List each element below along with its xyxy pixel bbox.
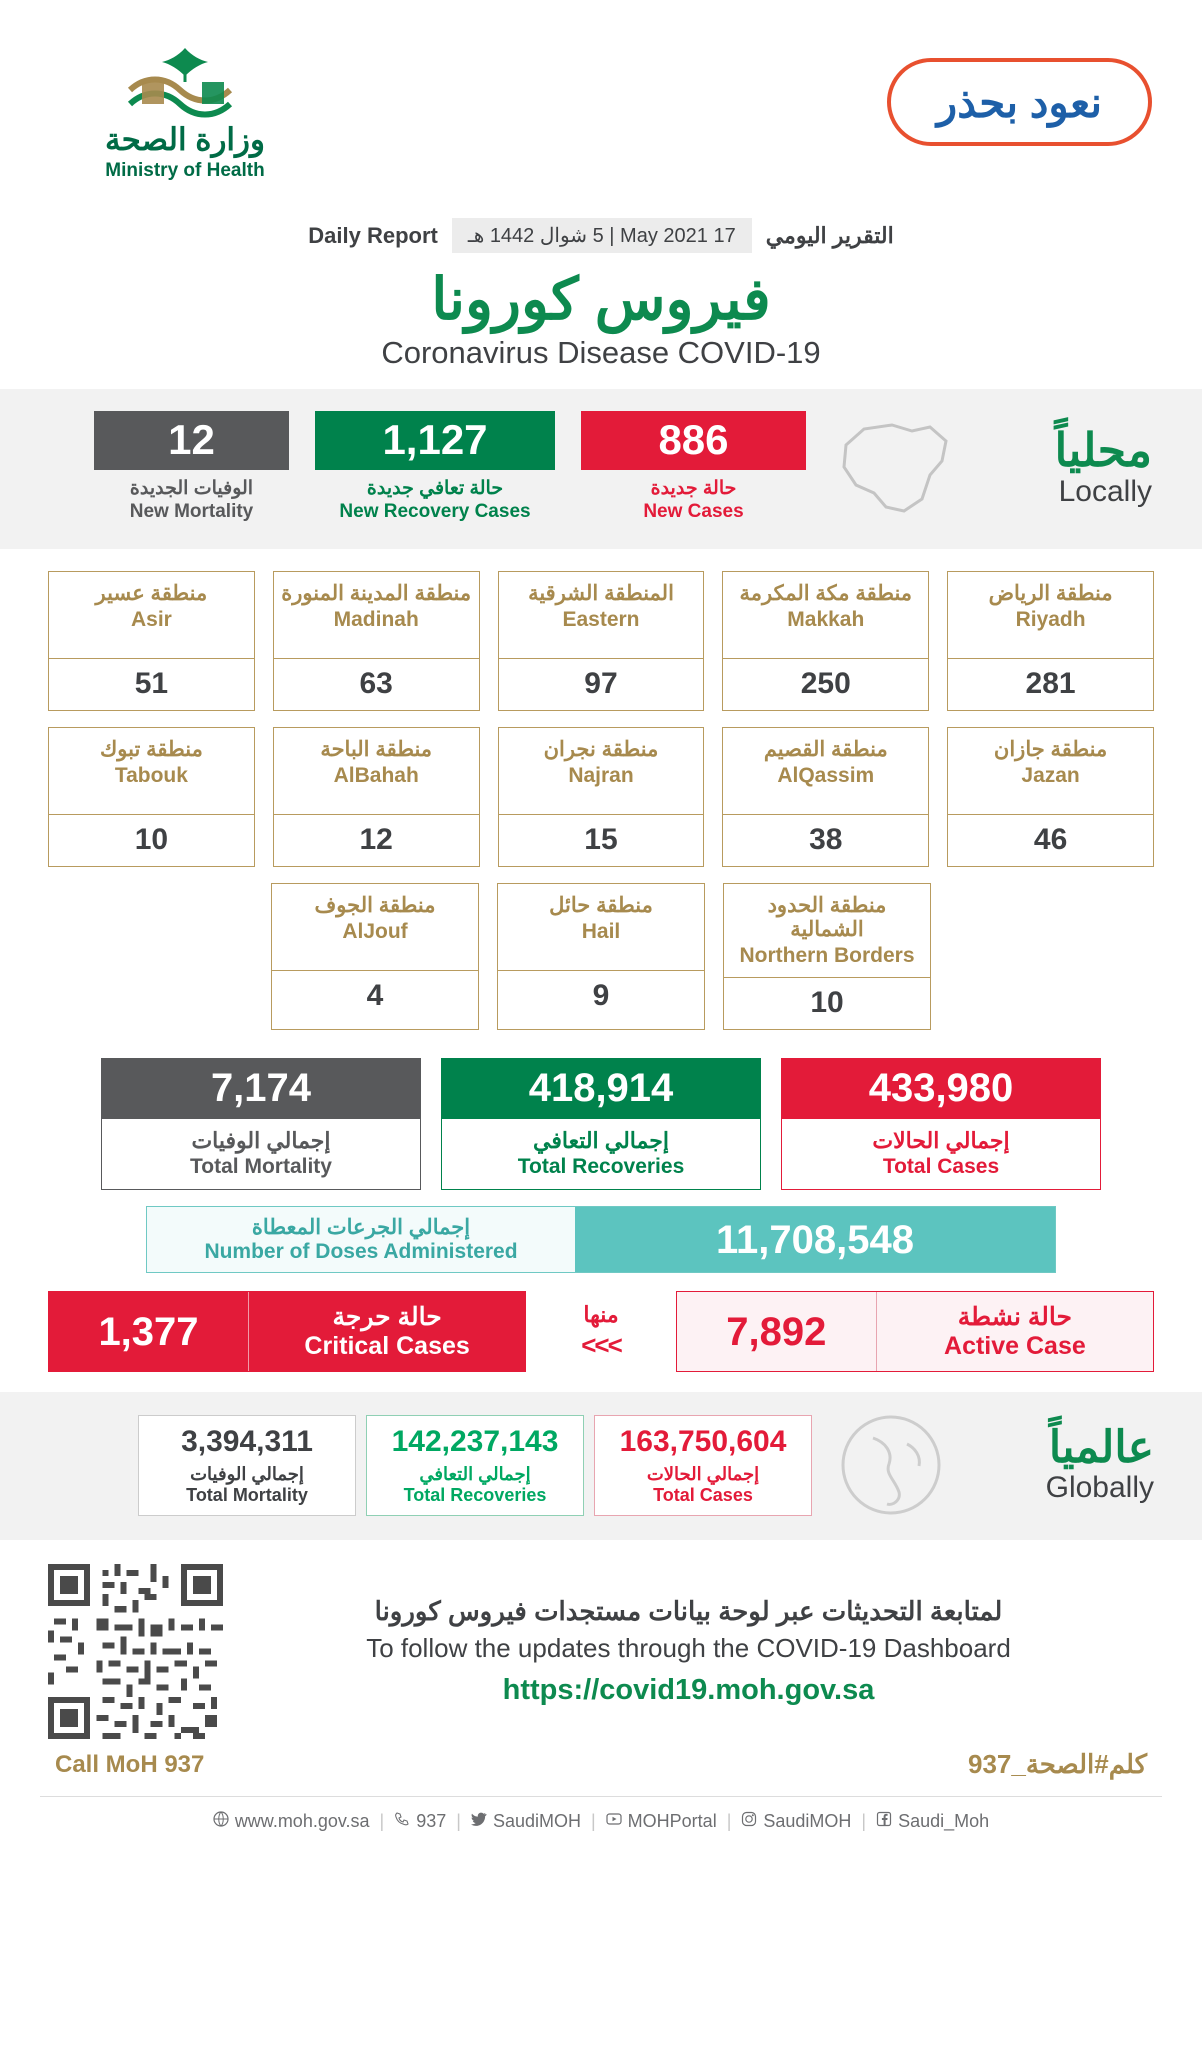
- globally-heading-ar: عالمياً: [1048, 1423, 1154, 1473]
- totals-row: [0, 1046, 1202, 1190]
- region-value: 281: [948, 658, 1153, 710]
- region-name-en: Northern Borders: [739, 944, 915, 968]
- region-card: [48, 571, 255, 711]
- instagram-icon: [741, 1811, 757, 1832]
- region-name-ar: منطقة جازان: [993, 738, 1108, 761]
- new-recovery-value: 1,127: [315, 411, 555, 470]
- social-item-phone[interactable]: [394, 1811, 446, 1832]
- of-which-indicator: [546, 1302, 656, 1361]
- regions-grid: [0, 549, 1202, 1030]
- new-recovery-label-en: New Recovery Cases: [339, 501, 531, 522]
- total-recoveries-value: 418,914: [442, 1059, 760, 1119]
- social-bar: [40, 1796, 1162, 1850]
- region-name-ar: منطقة تبوك: [99, 738, 203, 761]
- active-critical-row: [0, 1273, 1202, 1372]
- region-value: 250: [723, 658, 928, 710]
- region-name-en: AlJouf: [342, 920, 408, 944]
- doses-labels: [147, 1207, 575, 1272]
- social-label: Saudi_Moh: [898, 1811, 990, 1832]
- region-name-ar: منطقة مكة المكرمة: [739, 582, 913, 605]
- new-cases-value: 886: [581, 411, 806, 470]
- region-value: 12: [274, 814, 479, 866]
- new-mortality-label-ar: الوفيات الجديدة: [129, 478, 254, 499]
- globally-section: [0, 1392, 1202, 1540]
- doses-label-ar: إجمالي الجرعات المعطاة: [251, 1216, 471, 1240]
- region-card: [722, 571, 929, 711]
- youtube-icon: [606, 1811, 622, 1832]
- social-label: SaudiMOH: [492, 1811, 581, 1832]
- active-cases-label-ar: حالة نشطة: [957, 1303, 1072, 1332]
- region-name-ar: منطقة عسير: [95, 582, 208, 605]
- critical-cases-value: 1,377: [49, 1292, 249, 1371]
- region-name-en: Tabouk: [114, 764, 188, 788]
- region-name-ar: منطقة الرياض: [988, 582, 1113, 605]
- social-item-youtube[interactable]: [606, 1811, 717, 1832]
- new-cases-stat: [581, 411, 806, 523]
- region-value: 51: [49, 658, 254, 710]
- region-card: [498, 571, 705, 711]
- divider: |: [456, 1811, 461, 1832]
- region-card: [273, 727, 480, 867]
- total-mortality-label-ar: إجمالي الوفيات: [191, 1128, 331, 1154]
- region-value: 63: [274, 658, 479, 710]
- global-cases-label-ar: إجمالي الحالات: [646, 1463, 760, 1484]
- region-card: [947, 727, 1154, 867]
- locally-heading-en: Locally: [1058, 474, 1152, 508]
- global-mortality-card: [138, 1415, 356, 1516]
- total-cases-label-ar: إجمالي الحالات: [872, 1128, 1010, 1154]
- global-mortality-value: 3,394,311: [181, 1424, 313, 1458]
- locally-heading: [982, 426, 1152, 507]
- region-name-en: Hail: [581, 920, 621, 944]
- region-name-en: Asir: [130, 608, 172, 632]
- global-cases-value: 163,750,604: [619, 1424, 787, 1458]
- campaign-label: نعود بحذر: [936, 78, 1103, 126]
- region-name-ar: منطقة القصيم: [763, 738, 888, 761]
- saudi-map-icon: [834, 415, 954, 520]
- region-name-en: AlQassim: [777, 764, 875, 788]
- report-label-ar: التقرير اليومي: [765, 222, 894, 248]
- follow-label-en: To follow the updates through the COVID-19 Dashboard: [366, 1633, 1011, 1664]
- moh-logo: [55, 42, 315, 182]
- region-value: 97: [499, 658, 704, 710]
- region-card: [271, 883, 479, 1030]
- social-label: 937: [416, 1811, 447, 1832]
- call-moh-label: Call MoH 937: [55, 1750, 205, 1778]
- globally-heading-en: Globally: [1045, 1471, 1154, 1505]
- region-value: 4: [272, 970, 478, 1022]
- total-recoveries-label-en: Total Recoveries: [517, 1155, 685, 1179]
- campaign-badge: [887, 58, 1152, 146]
- arrows-icon: <<<: [581, 1330, 621, 1361]
- report-date: 17 May 2021 | ‏5 شوال 1442 هـ: [452, 218, 752, 253]
- region-card: [273, 571, 480, 711]
- region-value: 15: [499, 814, 704, 866]
- doses-card: [146, 1206, 1056, 1273]
- social-label: MOHPortal: [627, 1811, 717, 1832]
- total-cases-value: 433,980: [782, 1059, 1100, 1119]
- footer-text: [223, 1596, 1154, 1707]
- total-recoveries-label-ar: إجمالي التعافي: [533, 1128, 669, 1154]
- total-cases-label-en: Total Cases: [882, 1155, 1000, 1179]
- doses-label-en: Number of Doses Administered: [204, 1240, 518, 1264]
- active-cases-value: 7,892: [677, 1292, 877, 1371]
- contact-row: [0, 1739, 1202, 1780]
- ministry-name-en: Ministry of Health: [105, 160, 265, 181]
- report-label-en: Daily Report: [308, 222, 438, 248]
- new-recovery-label-ar: حالة تعافي جديدة: [366, 478, 504, 499]
- region-name-en: Eastern: [562, 608, 640, 632]
- region-card: [497, 883, 705, 1030]
- new-mortality-stat: [94, 411, 289, 523]
- region-name-en: Jazan: [1021, 764, 1080, 788]
- critical-cases-label-en: Critical Cases: [304, 1332, 470, 1361]
- divider: |: [590, 1811, 596, 1832]
- region-value: 46: [948, 814, 1153, 866]
- regions-row-3: [48, 883, 1154, 1030]
- footer-section: [0, 1540, 1202, 1739]
- social-item-instagram[interactable]: [741, 1811, 851, 1832]
- doses-section: [0, 1190, 1202, 1273]
- twitter-icon: [471, 1811, 487, 1832]
- page-title-ar: فيروس كورونا: [431, 267, 771, 332]
- global-mortality-label-en: Total Mortality: [186, 1484, 308, 1505]
- new-mortality-value: 12: [94, 411, 289, 470]
- regions-row-1: [48, 571, 1154, 711]
- region-value: 38: [723, 814, 928, 866]
- total-mortality-label-en: Total Mortality: [190, 1155, 332, 1179]
- social-item-website[interactable]: [213, 1811, 370, 1832]
- of-which-label: منها: [583, 1302, 619, 1328]
- active-cases-labels: [877, 1292, 1153, 1371]
- global-recoveries-value: 142,237,143: [391, 1424, 559, 1458]
- region-name-en: Makkah: [787, 608, 865, 632]
- region-name-en: Najran: [568, 764, 634, 788]
- new-recovery-stat: [315, 411, 555, 523]
- social-label: SaudiMOH: [763, 1811, 852, 1832]
- globe-icon: [833, 1410, 953, 1520]
- locally-section: [0, 389, 1202, 549]
- globally-heading: [969, 1425, 1154, 1505]
- moh-emblem-icon: [90, 42, 280, 120]
- region-name-en: Riyadh: [1015, 608, 1086, 632]
- critical-cases-label-ar: حالة حرجة: [332, 1303, 442, 1332]
- global-cases-card: [594, 1415, 812, 1516]
- region-value: 10: [724, 977, 930, 1029]
- report-meta-line: [0, 218, 1202, 253]
- critical-cases-card: [48, 1291, 526, 1372]
- qr-code[interactable]: [48, 1564, 223, 1739]
- total-cases-card: [781, 1058, 1101, 1190]
- phone-icon: [394, 1811, 410, 1832]
- region-card: [498, 727, 705, 867]
- active-cases-card: [676, 1291, 1154, 1372]
- region-card: [723, 883, 931, 1030]
- region-name-en: AlBahah: [333, 764, 419, 788]
- divider: |: [726, 1811, 732, 1832]
- global-recoveries-card: [366, 1415, 584, 1516]
- region-name-ar: منطقة الباحة: [320, 738, 433, 761]
- region-card: [722, 727, 929, 867]
- social-item-twitter[interactable]: [471, 1811, 581, 1832]
- total-mortality-value: 7,174: [102, 1059, 420, 1119]
- total-mortality-card: [101, 1058, 421, 1190]
- region-name-ar: منطقة الجوف: [314, 894, 436, 917]
- region-name-ar: منطقة المدينة المنورة: [281, 582, 472, 605]
- regions-row-2: [48, 727, 1154, 867]
- ministry-name-ar: وزارة الصحة: [105, 122, 265, 157]
- region-name-ar: منطقة نجران: [543, 738, 659, 761]
- hashtag-label: كلم#الصحة_937: [967, 1749, 1147, 1780]
- region-card: [48, 727, 255, 867]
- region-name-ar: منطقة الحدود الشمالية: [767, 894, 887, 942]
- region-name-en: Madinah: [333, 608, 419, 632]
- page-title-en: Coronavirus Disease COVID-19: [381, 335, 821, 370]
- globe-icon: [213, 1811, 229, 1832]
- region-name-ar: المنطقة الشرقية: [528, 582, 674, 605]
- page-header: [0, 0, 1202, 210]
- dashboard-link[interactable]: https://covid19.moh.gov.sa: [502, 1674, 875, 1707]
- social-item-facebook[interactable]: [876, 1811, 989, 1832]
- region-card: [947, 571, 1154, 711]
- divider: |: [379, 1811, 385, 1832]
- doses-value: 11,708,548: [575, 1207, 1055, 1272]
- locally-heading-ar: محلياً: [1054, 424, 1152, 477]
- divider: |: [861, 1811, 867, 1832]
- follow-label-ar: لمتابعة التحديثات عبر لوحة بيانات مستجدات فيروس كورونا: [374, 1596, 1003, 1627]
- total-recoveries-card: [441, 1058, 761, 1190]
- global-recoveries-label-en: Total Recoveries: [403, 1484, 547, 1505]
- global-recoveries-label-ar: إجمالي التعافي: [419, 1463, 531, 1484]
- region-name-ar: منطقة حائل: [549, 894, 653, 917]
- global-cases-label-en: Total Cases: [653, 1484, 753, 1505]
- social-label: www.moh.gov.sa: [234, 1811, 370, 1832]
- new-mortality-label-en: New Mortality: [129, 501, 254, 522]
- new-cases-label-ar: حالة جديدة: [650, 478, 737, 499]
- region-value: 10: [49, 814, 254, 866]
- global-mortality-label-ar: إجمالي الوفيات: [190, 1463, 304, 1484]
- report-title-block: [0, 210, 1202, 371]
- new-cases-label-en: New Cases: [643, 501, 744, 522]
- region-value: 9: [498, 970, 704, 1022]
- facebook-icon: [876, 1811, 892, 1832]
- active-cases-label-en: Active Case: [944, 1332, 1086, 1361]
- critical-cases-labels: [249, 1292, 525, 1371]
